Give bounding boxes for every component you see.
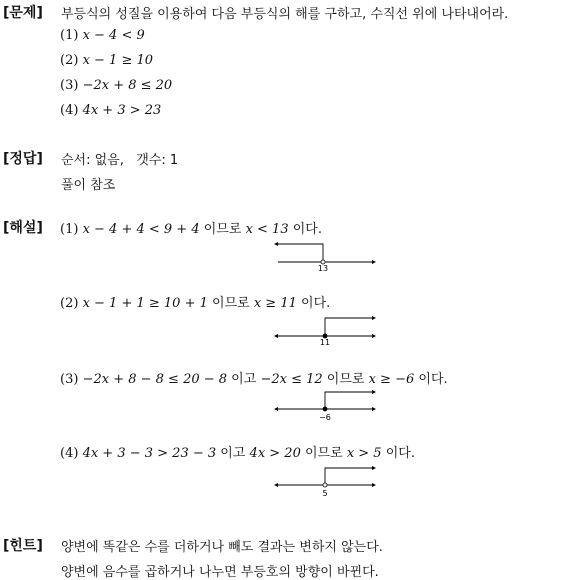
- item-number: (2): [60, 296, 79, 311]
- connector-text-2: 이므로: [322, 372, 369, 387]
- ending-text: 이다.: [381, 446, 415, 461]
- work-expression: −2x + 8 − 8 ≤ 20 − 8: [82, 372, 228, 387]
- item-number: (1): [60, 222, 79, 237]
- ending-text: 이다.: [288, 222, 322, 237]
- solution-ray: [325, 318, 372, 336]
- explanation-item-1: [60, 218, 322, 237]
- work-expression-2: −2x ≤ 12: [260, 372, 323, 387]
- closed-point: [323, 407, 327, 411]
- hint-line-2: 양변에 음수를 곱하거나 나누면 부등호의 방향이 바뀐다.: [61, 565, 379, 580]
- item-number: (3): [60, 78, 79, 93]
- work-expression: x − 1 + 1 ≥ 10 + 1: [82, 296, 208, 311]
- result-expression: x ≥ 11: [253, 296, 297, 311]
- explanation-item-2: [60, 292, 330, 311]
- result-expression: x < 13: [245, 222, 289, 237]
- work-expression-2: 4x > 20: [249, 446, 301, 461]
- ray-arrowhead: [372, 316, 376, 320]
- axis-left-arrowhead: [274, 334, 278, 338]
- result-expression: x > 5: [346, 446, 382, 461]
- answer-line-1: 순서: 없음, 갯수: 1: [61, 153, 179, 168]
- axis-left-arrowhead: [274, 407, 278, 411]
- item-expression: x − 4 < 9: [82, 28, 145, 43]
- axis-arrowhead: [372, 483, 376, 487]
- point-label: 13: [317, 264, 329, 273]
- connector-text: 이므로: [199, 222, 246, 237]
- connector-text: 이고: [227, 372, 261, 387]
- number-line-2: [276, 314, 376, 354]
- point-label: 5: [322, 489, 328, 498]
- answer-tag: [정답]: [3, 151, 43, 167]
- explanation-item-3: [60, 368, 448, 387]
- item-number: (3): [60, 372, 79, 387]
- axis-arrowhead: [372, 260, 376, 264]
- ray-arrowhead: [372, 466, 376, 470]
- item-expression: −2x + 8 ≤ 20: [82, 78, 173, 93]
- ray-arrowhead: [274, 242, 278, 246]
- solution-ray: [325, 468, 372, 485]
- number-line-1: [276, 240, 376, 280]
- problem-item-2: [60, 53, 153, 68]
- problem-instruction: 부등식의 성질을 이용하여 다음 부등식의 해를 구하고, 수직선 위에 나타내어라.: [61, 7, 509, 22]
- open-point: [323, 483, 327, 487]
- item-expression: 4x + 3 > 23: [82, 103, 162, 118]
- problem-item-3: [60, 78, 172, 93]
- work-expression: x − 4 + 4 < 9 + 4: [82, 222, 200, 237]
- item-expression: x − 1 ≥ 10: [82, 53, 154, 68]
- number-line-4: [276, 466, 376, 506]
- problem-item-4: [60, 103, 161, 118]
- point-label: 11: [319, 338, 331, 347]
- problem-item-1: [60, 28, 145, 43]
- point-label: −6: [319, 413, 331, 422]
- answer-line-2: 풀이 참조: [61, 178, 116, 193]
- problem-tag: [문제]: [3, 5, 43, 21]
- item-number: (4): [60, 103, 79, 118]
- ray-arrowhead: [372, 390, 376, 394]
- axis-arrowhead: [372, 334, 376, 338]
- connector-text: 이므로: [207, 296, 254, 311]
- hint-tag: [힌트]: [3, 538, 43, 554]
- solution-ray: [278, 244, 323, 262]
- item-number: (1): [60, 28, 79, 43]
- result-expression: x ≥ −6: [368, 372, 415, 387]
- axis-arrowhead: [372, 407, 376, 411]
- explanation-item-4: [60, 442, 415, 461]
- axis-left-arrowhead: [274, 483, 278, 487]
- work-expression: 4x + 3 − 3 > 23 − 3: [82, 446, 217, 461]
- number-line-3: [276, 390, 376, 430]
- ending-text: 이다.: [414, 372, 448, 387]
- hint-line-1: 양변에 똑같은 수를 더하거나 빼도 결과는 변하지 않는다.: [61, 540, 383, 555]
- connector-text: 이고: [216, 446, 250, 461]
- explanation-tag: [해설]: [3, 220, 43, 236]
- connector-text-2: 이므로: [300, 446, 347, 461]
- ending-text: 이다.: [296, 296, 331, 311]
- item-number: (4): [60, 446, 79, 461]
- solution-ray: [325, 392, 372, 409]
- item-number: (2): [60, 53, 79, 68]
